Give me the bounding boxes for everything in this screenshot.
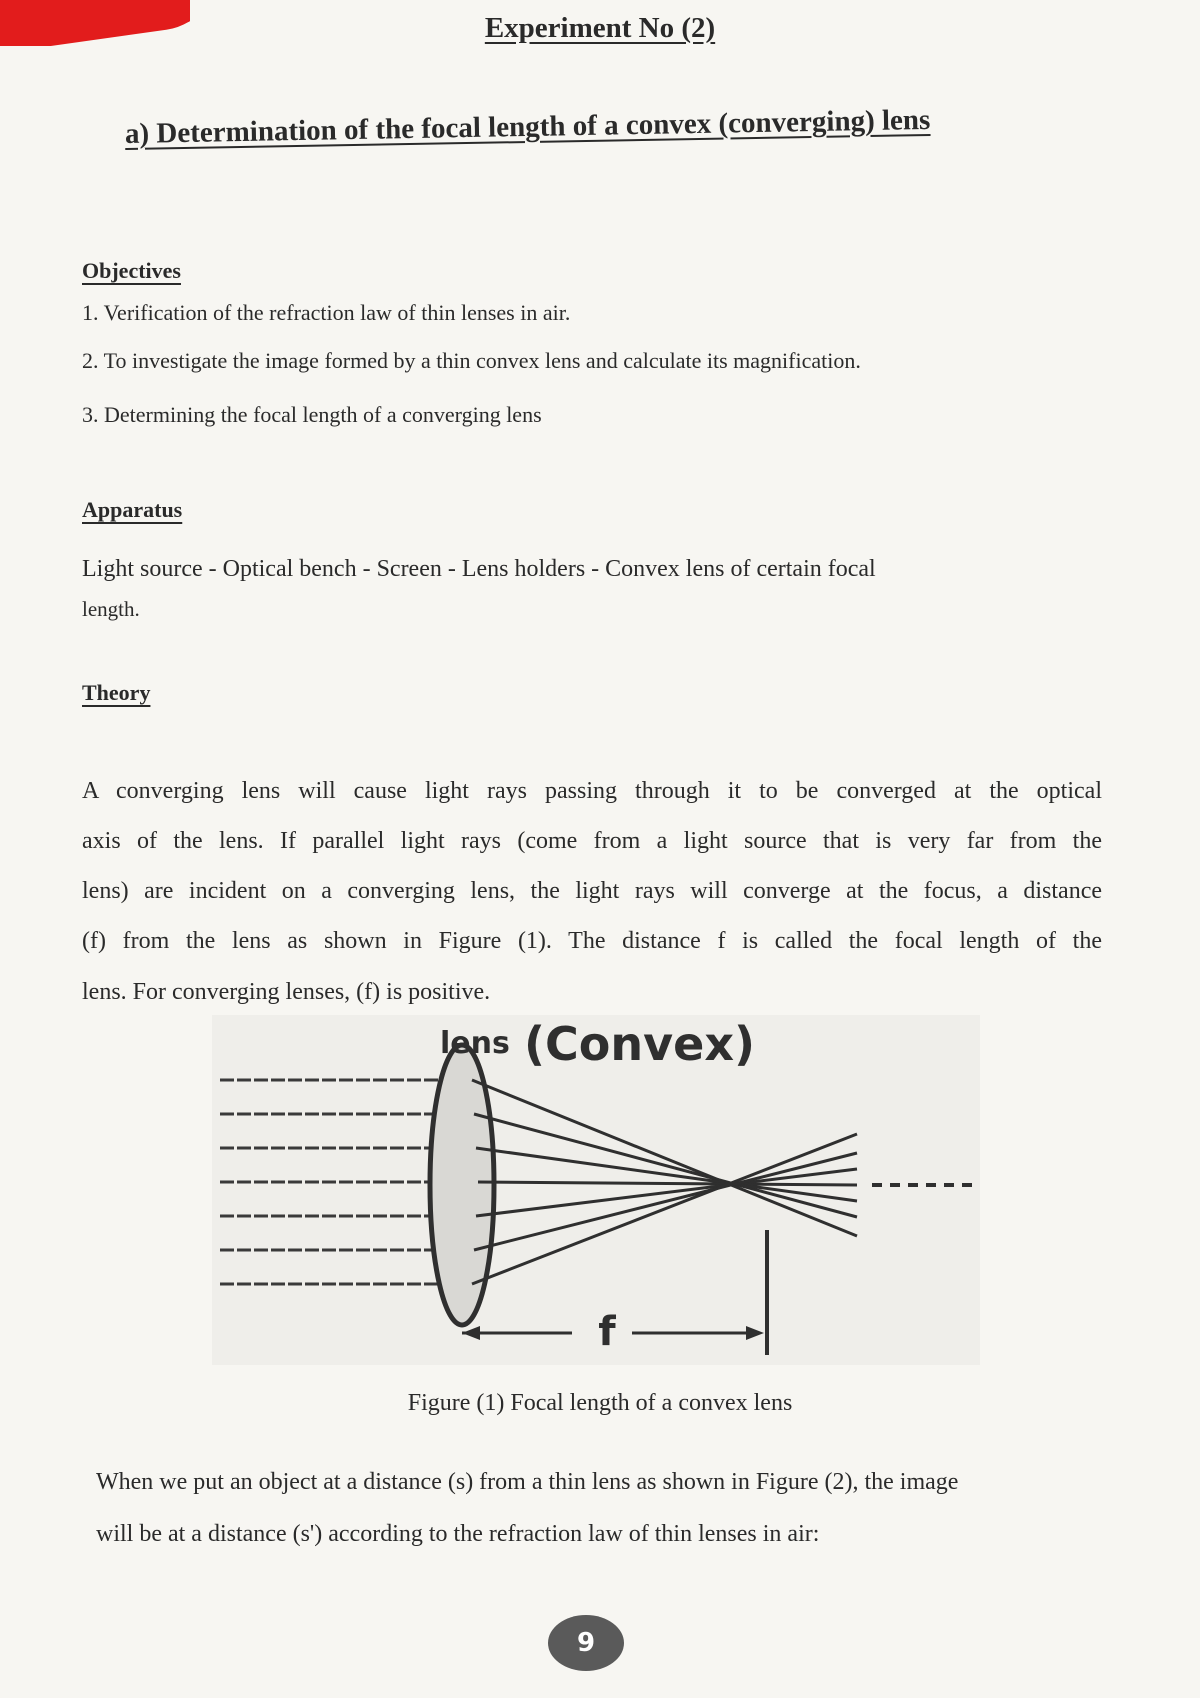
convex-lens-figure (212, 1015, 980, 1365)
theory-line: axis of the lens. If parallel light rays (come from a light source that is very far from the (82, 828, 1102, 854)
theory-line: lens. For converging lenses, (f) is positive. (82, 979, 491, 1005)
apparatus-text-continued: length. (82, 597, 140, 621)
theory-line: (f) from the lens as shown in Figure (1). The distance f is called the focal length of the (82, 928, 1102, 954)
lens-type-label: (Convex) (524, 1017, 756, 1071)
focal-length-label: f (598, 1309, 616, 1355)
page-title: Experiment No (2) (484, 12, 716, 44)
figure-caption: Figure (1) Focal length of a convex lens (407, 1390, 793, 1416)
theory-heading: Theory (82, 680, 151, 705)
objective-item: 2. To investigate the image formed by a thin convex lens and calculate its magnification. (82, 348, 861, 373)
convex-lens-diagram (212, 1015, 980, 1365)
theory-line: A converging lens will cause light rays passing through it to be converged at the optical (82, 778, 1102, 804)
objective-item: 3. Determining the focal length of a converging lens (82, 402, 542, 427)
theory-line: lens) are incident on a converging lens, the light rays will converge at the focus, a distance (82, 878, 1102, 904)
lens-label: lens (440, 1026, 510, 1061)
objective-item: 1. Verification of the refraction law of thin lenses in air. (82, 300, 571, 325)
apparatus-heading: Apparatus (82, 497, 183, 522)
apparatus-text: Light source - Optical bench - Screen - Lens holders - Convex lens of certain focal (82, 556, 876, 582)
closing-text-continued: will be at a distance (s') according to the refraction law of thin lenses in air: (96, 1521, 820, 1547)
page-number: 9 (548, 1615, 624, 1671)
objectives-heading: Objectives (82, 258, 181, 283)
section-heading: a) Determination of the focal length of a convex (converging) lens (124, 103, 931, 150)
closing-text: When we put an object at a distance (s) from a thin lens as shown in Figure (2), the image (96, 1469, 959, 1495)
lens-shape (430, 1045, 494, 1325)
